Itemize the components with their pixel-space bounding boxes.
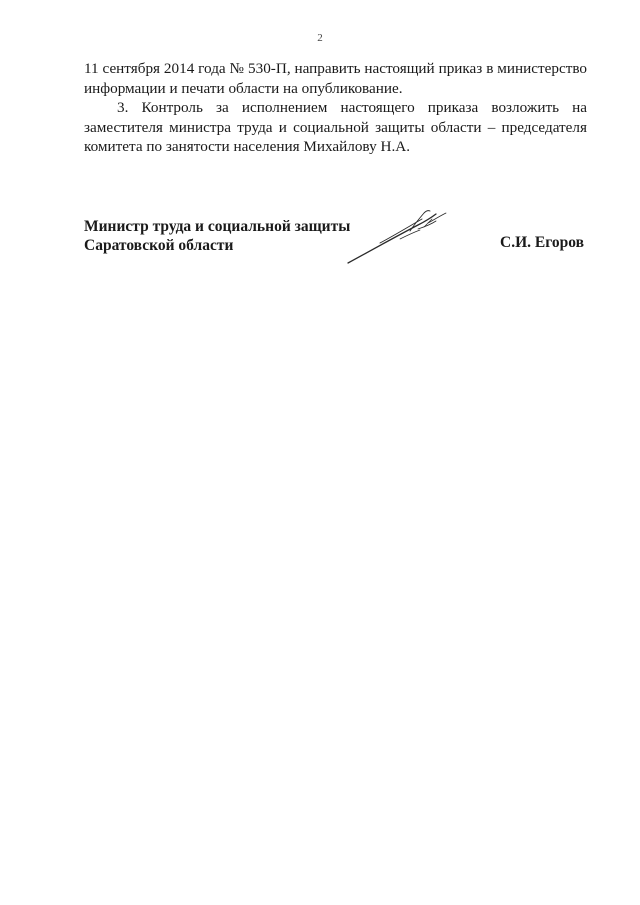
signer-name: С.И. Егоров — [500, 234, 584, 251]
document-body — [84, 59, 587, 157]
signer-position — [84, 217, 350, 255]
handwritten-signature-icon — [340, 205, 455, 267]
signer-position-line-2: Саратовской области — [84, 237, 234, 254]
page-number: 2 — [317, 32, 323, 44]
paragraph-continuation: 11 сентября 2014 года № 530-П, направить настоящий приказ в министерство информации и печати области на опубликование. — [84, 60, 587, 97]
paragraph-item-3: 3. Контроль за исполнением настоящего приказа возложить на заместителя министра труда и социальной защиты области – председателя комитета по занятости населения Михайлову Н.А. — [84, 99, 587, 155]
signer-position-line-1: Министр труда и социальной защиты — [84, 218, 351, 235]
